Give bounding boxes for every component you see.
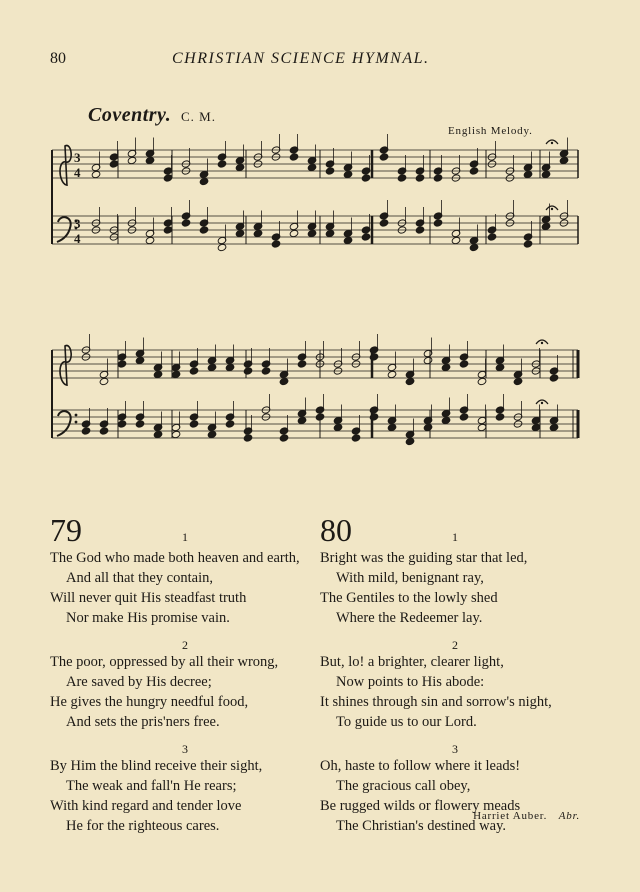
note-head bbox=[423, 356, 433, 364]
running-title: CHRISTIAN SCIENCE HYMNAL. bbox=[172, 50, 430, 67]
bass-clef-dot bbox=[75, 414, 78, 417]
note-head bbox=[207, 363, 217, 371]
note-head bbox=[325, 167, 335, 175]
note-head bbox=[415, 174, 425, 182]
verse-line: By Him the blind receive their sight, bbox=[50, 758, 263, 774]
note-head bbox=[199, 226, 209, 234]
verse-number: 3 bbox=[182, 742, 188, 756]
note-head bbox=[289, 153, 299, 161]
fermata-dot bbox=[541, 342, 543, 344]
verse-line: But, lo! a brighter, clearer light, bbox=[320, 654, 504, 670]
verse-line: The God who made both heaven and earth, bbox=[50, 550, 300, 566]
hymn-author bbox=[473, 810, 580, 822]
note-head bbox=[181, 219, 191, 227]
note-head bbox=[387, 370, 397, 378]
note-head bbox=[513, 377, 523, 385]
time-signature-top: 3 bbox=[74, 150, 81, 165]
fermata-dot bbox=[551, 208, 553, 210]
note-head bbox=[549, 423, 559, 431]
fermata-dot bbox=[551, 142, 553, 144]
verse-line: The weak and fall'n He rears; bbox=[66, 778, 237, 794]
note-head bbox=[523, 170, 533, 178]
note-head bbox=[243, 367, 253, 375]
tune-meter: C. M. bbox=[181, 109, 216, 124]
note-head bbox=[153, 370, 163, 378]
melody-credit: English Melody. bbox=[448, 125, 533, 137]
note-head bbox=[163, 226, 173, 234]
verse-line: Are saved by His decree; bbox=[66, 674, 212, 690]
note-head bbox=[217, 160, 227, 168]
verse-line: Where the Redeemer lay. bbox=[336, 610, 483, 626]
verse bbox=[320, 756, 590, 836]
note-head bbox=[153, 430, 163, 438]
note-head bbox=[451, 236, 461, 244]
note-head bbox=[441, 416, 451, 424]
author-name: Harriet Auber. bbox=[473, 810, 548, 822]
verse bbox=[320, 652, 590, 732]
note-head bbox=[343, 236, 353, 244]
page-number: 80 bbox=[50, 50, 66, 67]
note-head bbox=[135, 356, 145, 364]
hymn-number: 79 bbox=[50, 512, 82, 548]
note-head bbox=[361, 233, 371, 241]
note-head bbox=[405, 377, 415, 385]
note-head bbox=[477, 423, 487, 431]
note-head bbox=[253, 229, 263, 237]
note-head bbox=[307, 163, 317, 171]
tune-name: Coventry. bbox=[88, 104, 172, 126]
verse bbox=[50, 652, 320, 732]
note-head bbox=[487, 233, 497, 241]
note-head bbox=[477, 377, 487, 385]
verse-line: Oh, haste to follow where it leads! bbox=[320, 758, 521, 774]
author-note: Abr. bbox=[558, 810, 580, 822]
verse-line: And all that they contain, bbox=[66, 570, 213, 586]
note-head bbox=[171, 370, 181, 378]
note-head bbox=[469, 243, 479, 251]
note-head bbox=[307, 229, 317, 237]
verse-line: The poor, oppressed by all their wrong, bbox=[50, 654, 279, 670]
note-head bbox=[351, 434, 361, 442]
verse-number: 2 bbox=[182, 638, 188, 652]
note-head bbox=[207, 430, 217, 438]
verse-line: With kind regard and tender love bbox=[50, 798, 242, 814]
verse-line: The Gentiles to the lowly shed bbox=[320, 590, 498, 606]
verse bbox=[50, 548, 320, 628]
verse-line: Bright was the guiding star that led, bbox=[320, 550, 528, 566]
verse-line: The Christian's destined way. bbox=[336, 818, 506, 834]
verse-line: Nor make His promise vain. bbox=[66, 610, 230, 626]
verse-line: To guide us to our Lord. bbox=[336, 714, 477, 730]
verse-line: Be rugged wilds or flowery meads bbox=[320, 798, 521, 814]
note-head bbox=[495, 363, 505, 371]
verse bbox=[50, 756, 320, 836]
time-signature-bottom: 4 bbox=[74, 231, 81, 246]
verse-line: With mild, benignant ray, bbox=[336, 570, 484, 586]
note-head bbox=[405, 437, 415, 445]
note-head bbox=[109, 160, 119, 168]
note-head bbox=[397, 174, 407, 182]
note-head bbox=[279, 434, 289, 442]
time-signature-bottom: 4 bbox=[74, 165, 81, 180]
note-head bbox=[523, 240, 533, 248]
note-head bbox=[145, 236, 155, 244]
hymn-79 bbox=[50, 512, 320, 846]
time-signature-top: 3 bbox=[74, 216, 81, 231]
verse-line: Now points to His abode: bbox=[336, 674, 485, 690]
note-head bbox=[279, 377, 289, 385]
treble-clef-icon bbox=[60, 146, 71, 186]
note-head bbox=[541, 222, 551, 230]
note-head bbox=[225, 420, 235, 428]
note-head bbox=[135, 420, 145, 428]
note-head bbox=[325, 229, 335, 237]
note-head bbox=[343, 170, 353, 178]
note-head bbox=[91, 170, 101, 178]
verse-number: 1 bbox=[182, 530, 188, 544]
note-head bbox=[459, 360, 469, 368]
note-head bbox=[433, 174, 443, 182]
note-head bbox=[217, 243, 227, 251]
note-head bbox=[225, 363, 235, 371]
note-head bbox=[171, 430, 181, 438]
note-head bbox=[379, 219, 389, 227]
hymn-number: 80 bbox=[320, 512, 352, 548]
note-head bbox=[289, 229, 299, 237]
bass-clef-dot bbox=[75, 421, 78, 424]
note-head bbox=[559, 156, 569, 164]
note-head bbox=[163, 174, 173, 182]
page-header bbox=[0, 50, 640, 74]
note-head bbox=[495, 413, 505, 421]
verse-line: He for the righteous cares. bbox=[66, 818, 220, 834]
note-head bbox=[379, 153, 389, 161]
note-head bbox=[369, 413, 379, 421]
note-head bbox=[189, 367, 199, 375]
note-head bbox=[189, 420, 199, 428]
note-head bbox=[235, 229, 245, 237]
note-head bbox=[415, 226, 425, 234]
verse-line: He gives the hungry needful food, bbox=[50, 694, 249, 710]
note-head bbox=[117, 360, 127, 368]
note-head bbox=[369, 353, 379, 361]
note-head bbox=[261, 367, 271, 375]
note-head bbox=[333, 423, 343, 431]
note-head bbox=[117, 420, 127, 428]
note-head bbox=[361, 174, 371, 182]
verse-number: 3 bbox=[452, 742, 458, 756]
note-head bbox=[81, 427, 91, 435]
music-score bbox=[0, 130, 640, 460]
verse-number: 2 bbox=[452, 638, 458, 652]
verse bbox=[320, 548, 590, 628]
verse-line: Will never quit His steadfast truth bbox=[50, 590, 247, 606]
note-head bbox=[531, 423, 541, 431]
note-head bbox=[235, 163, 245, 171]
note-head bbox=[297, 360, 307, 368]
note-head bbox=[433, 219, 443, 227]
treble-clef-icon bbox=[60, 346, 71, 386]
note-head bbox=[423, 423, 433, 431]
note-head bbox=[441, 363, 451, 371]
note-head bbox=[297, 416, 307, 424]
note-head bbox=[387, 423, 397, 431]
verse-line: And sets the pris'ners free. bbox=[66, 714, 220, 730]
note-head bbox=[469, 167, 479, 175]
note-head bbox=[459, 413, 469, 421]
note-head bbox=[99, 377, 109, 385]
verse-line: The gracious call obey, bbox=[336, 778, 471, 794]
fermata-dot bbox=[541, 402, 543, 404]
verse-number: 1 bbox=[452, 530, 458, 544]
note-head bbox=[315, 413, 325, 421]
note-head bbox=[199, 177, 209, 185]
note-head bbox=[541, 170, 551, 178]
note-head bbox=[99, 427, 109, 435]
note-head bbox=[127, 156, 137, 164]
verse-line: It shines through sin and sorrow's night, bbox=[320, 694, 552, 710]
note-head bbox=[271, 240, 281, 248]
note-head bbox=[145, 156, 155, 164]
hymn-80 bbox=[320, 512, 590, 846]
note-head bbox=[243, 434, 253, 442]
note-head bbox=[549, 374, 559, 382]
